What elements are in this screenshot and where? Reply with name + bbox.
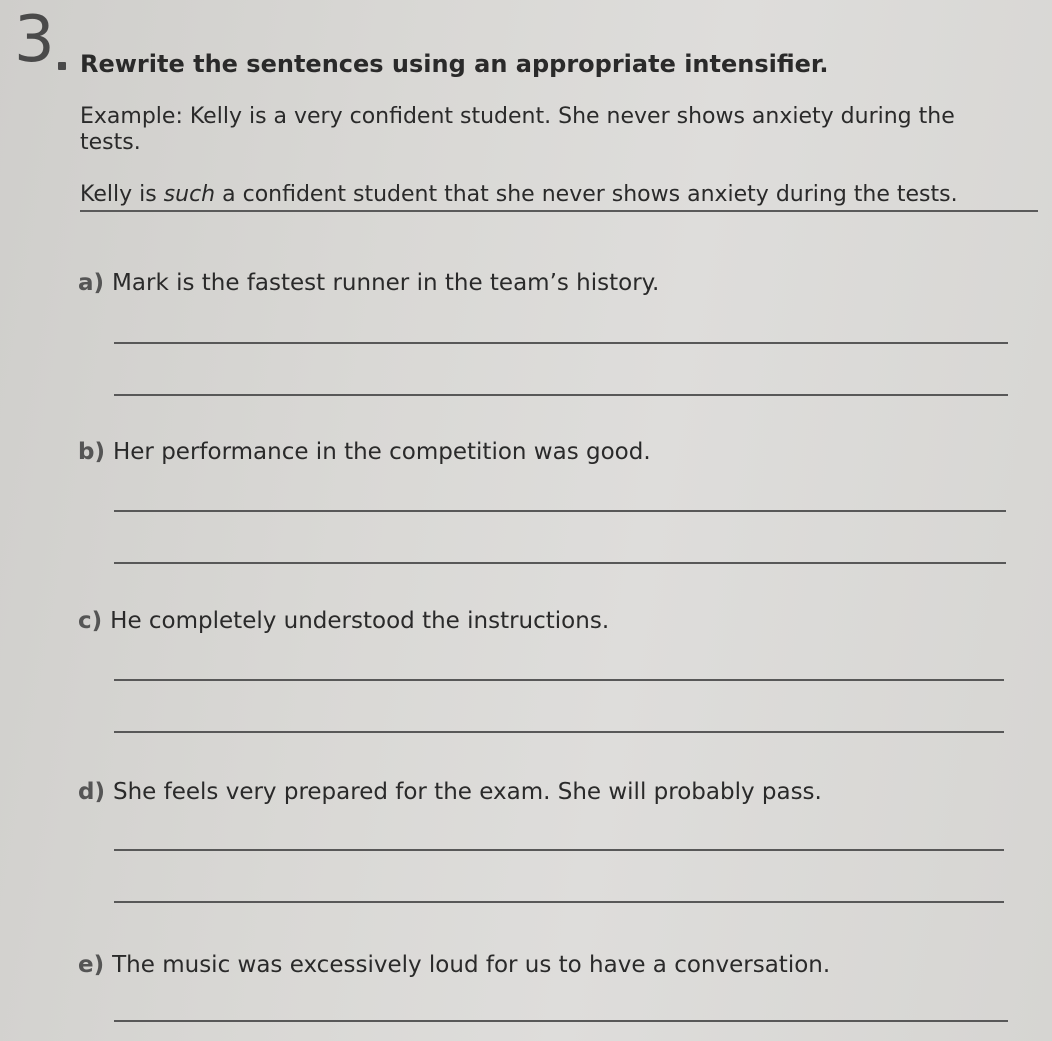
- exercise-number: 3: [14, 3, 55, 77]
- question-text: Mark is the fastest runner in the team’s history.: [112, 270, 660, 296]
- answer-line-d1[interactable]: [114, 849, 1004, 851]
- question-a: [78, 270, 659, 296]
- example-answer-end: a confident student that she never shows anxiety during the tests.: [215, 182, 958, 207]
- exercise-instruction: Rewrite the sentences using an appropriate intensifier.: [80, 50, 829, 78]
- question-text: Her performance in the competition was good.: [112, 439, 651, 465]
- example-answer-emphasis: such: [163, 182, 216, 207]
- question-letter: b): [78, 439, 105, 465]
- question-c: [78, 608, 609, 634]
- question-letter: d): [78, 779, 105, 805]
- answer-line-b1[interactable]: [114, 510, 1006, 512]
- question-d: [78, 779, 822, 805]
- question-letter: c): [78, 608, 103, 634]
- example-prompt: Example: Kelly is a very confident student. She never shows anxiety during the tests.: [80, 104, 955, 155]
- question-e: [78, 952, 830, 978]
- answer-line-d2[interactable]: [114, 901, 1004, 903]
- question-letter: a): [78, 270, 105, 296]
- answer-line-e1[interactable]: [114, 1020, 1008, 1022]
- question-text: He completely understood the instructions.: [110, 608, 610, 634]
- question-text: The music was excessively loud for us to have a conversation.: [112, 952, 831, 978]
- example-answer: [80, 182, 958, 207]
- exercise-number-dot: [58, 62, 66, 70]
- example-answer-start: Kelly is: [80, 182, 164, 207]
- answer-line-c2[interactable]: [114, 731, 1004, 733]
- answer-line-a1[interactable]: [114, 342, 1008, 344]
- question-letter: e): [78, 952, 105, 978]
- question-b: [78, 439, 651, 465]
- answer-line-c1[interactable]: [114, 679, 1004, 681]
- answer-line-b2[interactable]: [114, 562, 1006, 564]
- answer-line-a2[interactable]: [114, 394, 1008, 396]
- example-underline: [80, 210, 1038, 212]
- question-text: She feels very prepared for the exam. She will probably pass.: [112, 779, 822, 805]
